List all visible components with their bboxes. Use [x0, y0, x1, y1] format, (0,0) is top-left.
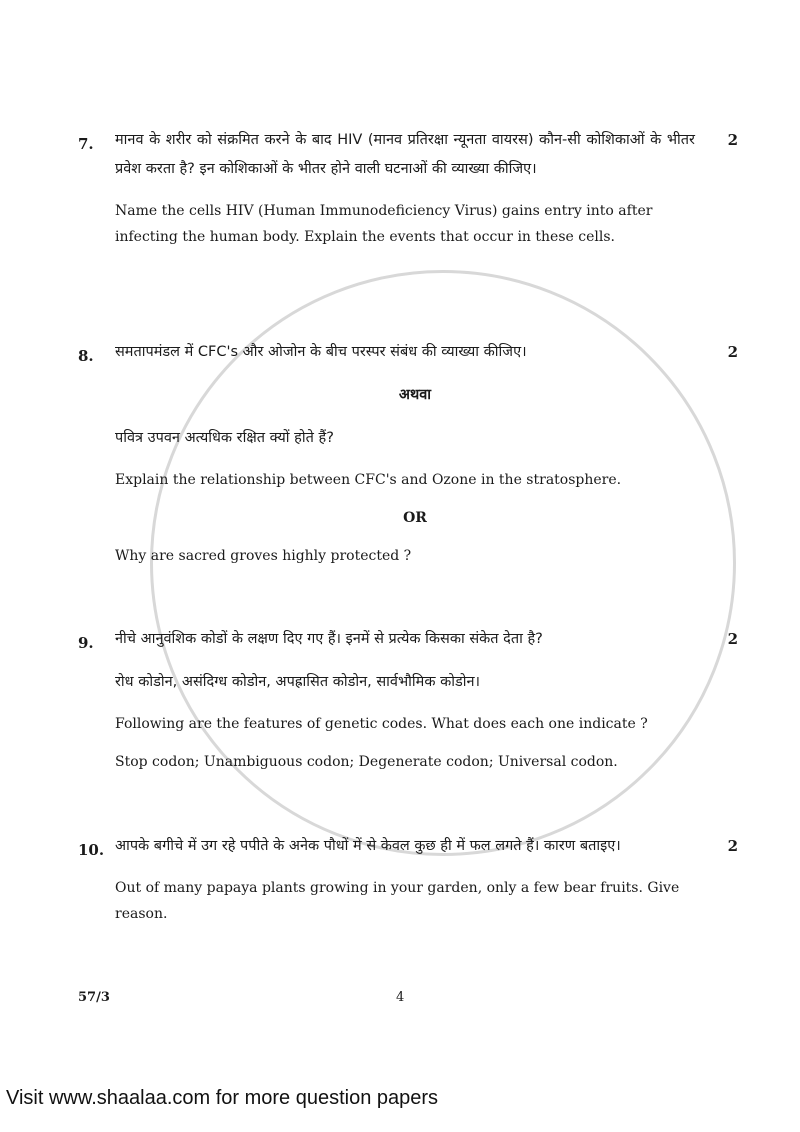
or-label-english: OR	[403, 510, 427, 526]
question-english-list: Stop codon; Unambiguous codon; Degenerate codon; Universal codon.	[115, 754, 618, 770]
question-8	[78, 338, 738, 625]
question-marks: 2	[727, 630, 738, 648]
question-7	[78, 126, 738, 338]
question-english: Following are the features of genetic codes. What does each one indicate ?	[115, 716, 648, 732]
question-english: Out of many papaya plants growing in your garden, only a few bear fruits. Give reason.	[115, 880, 680, 922]
question-number: 8.	[78, 347, 94, 365]
paper-code: 57/3	[78, 990, 110, 1005]
question-marks: 2	[727, 837, 738, 855]
shaalaa-banner-link[interactable]: Visit www.shaalaa.com for more question papers	[6, 1087, 439, 1109]
question-english: Explain the relationship between CFC's and Ozone in the stratosphere.	[115, 472, 622, 488]
question-hindi-list: रोध कोडोन, असंदिग्ध कोडोन, अपह्रासित कोडोन, सार्वभौमिक कोडोन।	[115, 674, 481, 690]
question-english: Name the cells HIV (Human Immunodeficiency Virus) gains entry into after infecting the human body. Explain the events that occur in these cells.	[115, 203, 653, 245]
question-number: 9.	[78, 634, 94, 652]
page-footer	[78, 990, 678, 1005]
question-hindi: नीचे आनुवंशिक कोडों के लक्षण दिए गए हैं। इनमें से प्रत्येक किसका संकेत देता है?	[115, 631, 543, 647]
question-number: 10.	[78, 841, 105, 859]
page-number: 4	[396, 990, 405, 1005]
or-label-hindi: अथवा	[398, 387, 432, 403]
question-10	[78, 832, 738, 990]
question-hindi: मानव के शरीर को संक्रमित करने के बाद HIV (मानव प्रतिरक्षा न्यूनता वायरस) कौन-सी कोशिकाओं के भीतर प्रवेश करता है? इन कोशिकाओं के भीतर होने वाली घटनाओं की व्याख्या कीजिए।	[115, 132, 695, 177]
question-marks: 2	[727, 131, 738, 149]
question-hindi-alt: पवित्र उपवन अत्यधिक रक्षित क्यों होते हैं?	[115, 430, 334, 446]
question-9	[78, 625, 738, 832]
question-hindi: समतापमंडल में CFC's और ओजोन के बीच परस्पर संबंध की व्याख्या कीजिए।	[115, 344, 527, 360]
question-hindi: आपके बगीचे में उग रहे पपीते के अनेक पौधों में से केवल कुछ ही में फल लगते हैं। कारण बताइए।	[115, 838, 621, 854]
question-english-alt: Why are sacred groves highly protected ?	[115, 548, 412, 564]
question-number: 7.	[78, 135, 94, 153]
question-marks: 2	[727, 343, 738, 361]
